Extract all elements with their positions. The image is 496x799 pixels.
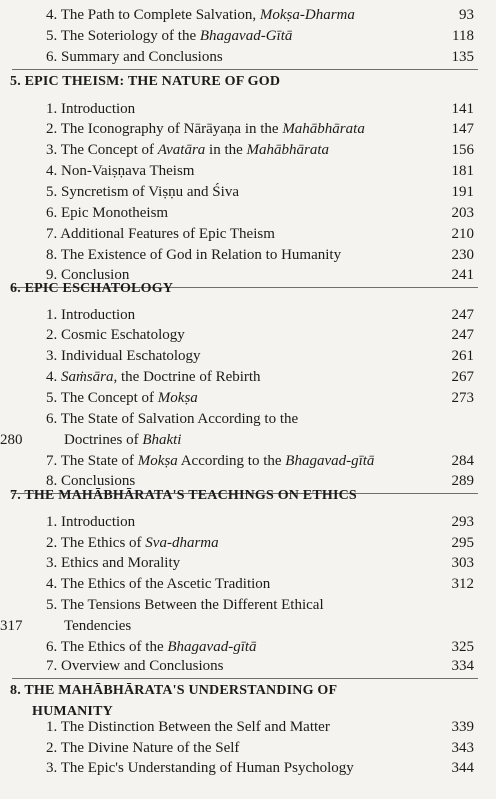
- toc-entry: [0, 387, 496, 409]
- toc-entry-number: 6.: [46, 205, 58, 221]
- toc-entry-number: 7.: [46, 453, 58, 469]
- entry-text: According to the: [177, 453, 286, 469]
- chapter-heading-text: 6. EPIC ESCHATOLOGY: [10, 281, 174, 296]
- toc-entry-title: [46, 716, 330, 738]
- toc-entry: [0, 304, 496, 326]
- toc-entry: [0, 408, 496, 430]
- page-number: 135: [451, 49, 474, 65]
- page-number: 317: [0, 618, 23, 634]
- entry-text: The Epic's Understanding of Human Psychology: [60, 760, 354, 776]
- toc-entry-number: 5.: [46, 597, 58, 613]
- entry-text: Non-Vaiṣṇava Theism: [61, 163, 195, 179]
- toc-entry: [0, 324, 496, 346]
- toc-entry: [0, 139, 496, 161]
- italic-title-text: Mokṣa-Dharma: [259, 7, 355, 23]
- toc-entry-title: [64, 429, 181, 451]
- page-number: 181: [451, 163, 474, 179]
- page-number: 118: [452, 28, 474, 44]
- entry-text: The Distinction Between the Self and Matter: [60, 719, 330, 735]
- page-number: 280: [0, 432, 23, 448]
- italic-title-text: Mokṣa: [157, 390, 198, 406]
- entry-text: , the Doctrine of Rebirth: [113, 369, 261, 385]
- toc-entry: [0, 4, 496, 26]
- entry-text: The Soteriology of the: [60, 28, 200, 44]
- toc-entry-title: [46, 552, 180, 574]
- italic-title-text: Mahābhārata: [282, 121, 365, 137]
- toc-entry-number: 3.: [46, 142, 58, 158]
- toc-entry-number: 5.: [46, 184, 58, 200]
- page-number: 334: [451, 658, 474, 674]
- entry-text: The Ethics of the: [60, 639, 168, 655]
- page-number: 156: [451, 142, 474, 158]
- entry-text: The State of: [60, 453, 138, 469]
- entry-text: Tendencies: [64, 618, 132, 634]
- chapter-heading-text: 8. THE MAHĀBHĀRATA'S UNDERSTANDING OF: [10, 683, 338, 698]
- toc-entry: [0, 573, 496, 595]
- chapter-heading-text: 7. THE MAHĀBHĀRATA'S TEACHINGS ON ETHICS: [10, 488, 357, 503]
- entry-text: Introduction: [61, 514, 136, 530]
- toc-entry-title: [46, 181, 239, 203]
- toc-entry: [0, 118, 496, 140]
- toc-entry-title: [46, 757, 354, 779]
- entry-text: Conclusions: [61, 473, 136, 489]
- italic-title-text: Avatāra: [157, 142, 206, 158]
- toc-entry-title: [46, 46, 223, 68]
- italic-title-text: Bhakti: [142, 432, 182, 448]
- page-number: 273: [451, 390, 474, 406]
- entry-text: The Path to Complete Salvation,: [60, 7, 260, 23]
- toc-entry: [0, 737, 496, 759]
- page-number: 141: [451, 101, 474, 117]
- page-number: 325: [451, 639, 474, 655]
- toc-entry-number: 7.: [46, 226, 58, 242]
- toc-entry: [0, 511, 496, 533]
- toc-entry-number: 2.: [46, 121, 58, 137]
- entry-text: The Divine Nature of the Self: [60, 740, 240, 756]
- entry-text: Individual Eschatology: [61, 348, 201, 364]
- toc-entry-number: 1.: [46, 514, 58, 530]
- italic-title-text: Bhagavad-Gītā: [199, 28, 293, 44]
- toc-entry-number: 1.: [46, 307, 58, 323]
- page-number: 343: [451, 740, 474, 756]
- toc-entry: [0, 716, 496, 738]
- page-number: 210: [451, 226, 474, 242]
- toc-entry-title: [46, 139, 329, 161]
- entry-text: The Ethics of the Ascetic Tradition: [60, 576, 271, 592]
- page-number: 261: [451, 348, 474, 364]
- entry-text: Epic Monotheism: [61, 205, 169, 221]
- entry-text: Ethics and Morality: [61, 555, 181, 571]
- toc-entry: [0, 345, 496, 367]
- page-number: 230: [451, 247, 474, 263]
- page-number: 312: [451, 576, 474, 592]
- toc-entry-number: 6.: [46, 639, 58, 655]
- chapter-heading: [0, 278, 496, 300]
- toc-entry-title: [46, 573, 270, 595]
- toc-entry-title: [46, 345, 201, 367]
- toc-entry-number: 4.: [46, 576, 58, 592]
- entry-text: The Tensions Between the Different Ethical: [60, 597, 324, 613]
- toc-entry-number: 3.: [46, 348, 58, 364]
- page-number: 284: [451, 453, 474, 469]
- italic-title-text: Mahābhārata: [246, 142, 330, 158]
- entry-text: Introduction: [61, 307, 136, 323]
- page-number: 203: [451, 205, 474, 221]
- toc-entry-number: 2.: [46, 535, 58, 551]
- entry-text: The Existence of God in Relation to Humanity: [60, 247, 342, 263]
- italic-title-text: Bhagavad-gītā: [167, 639, 257, 655]
- toc-entry-number: 4.: [46, 163, 58, 179]
- toc-entry: [0, 244, 496, 266]
- page-number: 293: [451, 514, 474, 530]
- toc-entry: [0, 532, 496, 554]
- toc-entry-title: [46, 4, 355, 26]
- toc-entry: [0, 366, 496, 388]
- toc-entry-number: 1.: [46, 101, 58, 117]
- toc-entry-number: 8.: [46, 247, 58, 263]
- page-number: 303: [451, 555, 474, 571]
- section-divider: [12, 69, 478, 70]
- toc-entry-number: 3.: [46, 555, 58, 571]
- toc-entry-title: [64, 615, 131, 637]
- toc-entry-number: 1.: [46, 719, 58, 735]
- toc-entry-title: [46, 25, 292, 47]
- toc-entry-number: 7.: [46, 658, 58, 674]
- toc-entry: [0, 181, 496, 203]
- entry-text: The State of Salvation According to the: [60, 411, 299, 427]
- italic-title-text: Saṁsāra: [61, 369, 114, 385]
- toc-entry: [0, 757, 496, 779]
- page-number: 289: [451, 473, 474, 489]
- page-number: 147: [451, 121, 474, 137]
- toc-entry: [0, 552, 496, 574]
- toc-entry-title: [46, 244, 341, 266]
- toc-entry-number: 6.: [46, 49, 58, 65]
- toc-entry-number: 3.: [46, 760, 58, 776]
- toc-entry: [0, 223, 496, 245]
- toc-entry-number: 2.: [46, 327, 58, 343]
- italic-title-text: Mokṣa: [137, 453, 178, 469]
- toc-entry-continuation: [0, 615, 496, 637]
- page-number: 191: [451, 184, 474, 200]
- toc-entry-title: [46, 450, 374, 472]
- entry-text: Syncretism of Viṣṇu and Śiva: [61, 184, 239, 200]
- page-number: 247: [451, 327, 474, 343]
- chapter-heading-text: 5. EPIC THEISM: THE NATURE OF GOD: [10, 74, 281, 89]
- toc-entry: [0, 655, 496, 677]
- toc-entry-title: [46, 304, 135, 326]
- toc-entry-title: [46, 655, 223, 677]
- toc-entry-number: 6.: [46, 411, 58, 427]
- entry-text: The Ethics of: [60, 535, 146, 551]
- toc-entry-number: 8.: [46, 473, 58, 489]
- italic-title-text: Bhagavad-gītā: [285, 453, 375, 469]
- entry-text: Doctrines of: [64, 432, 143, 448]
- toc-entry-title: [46, 408, 298, 430]
- entry-text: Summary and Conclusions: [61, 49, 223, 65]
- toc-entry-title: [46, 98, 135, 120]
- toc-entry-number: 4.: [46, 369, 58, 385]
- entry-text: Overview and Conclusions: [61, 658, 224, 674]
- entry-text: The Concept of: [60, 142, 158, 158]
- page-number: 344: [451, 760, 474, 776]
- toc-entry: [0, 160, 496, 182]
- chapter-heading: [0, 680, 496, 702]
- toc-entry-number: 4.: [46, 7, 58, 23]
- toc-entry-title: [46, 202, 168, 224]
- toc-entry-continuation: [0, 429, 496, 451]
- toc-entry-number: 9.: [46, 267, 58, 283]
- entry-text: Introduction: [61, 101, 136, 117]
- entry-text: The Concept of: [60, 390, 158, 406]
- toc-entry-title: [46, 532, 219, 554]
- toc-entry-title: [46, 511, 135, 533]
- toc-entry-title: [46, 324, 185, 346]
- entry-text: Additional Features of Epic Theism: [60, 226, 275, 242]
- page-number: 247: [451, 307, 474, 323]
- section-divider: [12, 678, 478, 679]
- entry-text: Cosmic Eschatology: [61, 327, 185, 343]
- toc-entry: [0, 46, 496, 68]
- chapter-heading-text: HUMANITY: [32, 704, 113, 719]
- entry-text: Conclusion: [61, 267, 130, 283]
- toc-entry: [0, 450, 496, 472]
- page-number: 93: [459, 7, 474, 23]
- entry-text: The Iconography of Nārāyaṇa in the: [60, 121, 283, 137]
- toc-entry: [0, 25, 496, 47]
- toc-entry: [0, 202, 496, 224]
- toc-entry-number: 5.: [46, 390, 58, 406]
- toc-entry-title: [46, 366, 261, 388]
- entry-text: in the: [205, 142, 247, 158]
- italic-title-text: Sva-dharma: [145, 535, 219, 551]
- toc-entry: [0, 98, 496, 120]
- toc-entry-title: [46, 160, 194, 182]
- toc-entry-title: [46, 594, 324, 616]
- toc-entry-title: [46, 223, 275, 245]
- page-number: 339: [451, 719, 474, 735]
- page-number: 295: [451, 535, 474, 551]
- toc-entry-number: 5.: [46, 28, 58, 44]
- chapter-heading: [0, 71, 496, 93]
- page-number: 241: [451, 267, 474, 283]
- toc-entry-title: [46, 387, 198, 409]
- toc-entry: [0, 594, 496, 616]
- chapter-heading: [0, 485, 496, 507]
- page-number: 267: [451, 369, 474, 385]
- toc-entry-number: 2.: [46, 740, 58, 756]
- toc-entry-title: [46, 118, 365, 140]
- toc-entry-title: [46, 737, 239, 759]
